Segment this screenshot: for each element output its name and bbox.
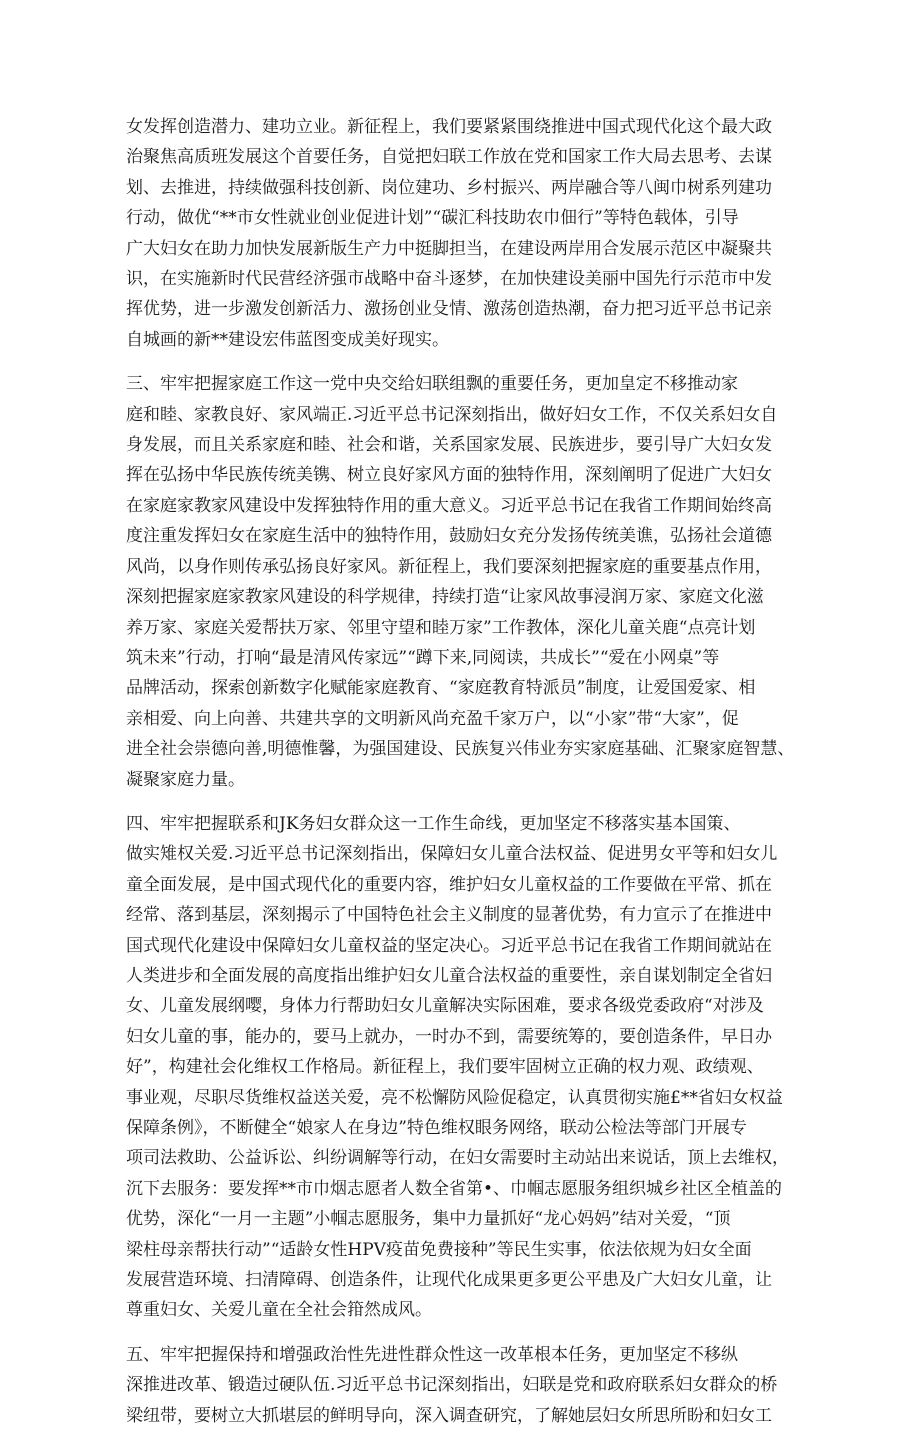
paragraph-section-four: 四、牢牢把握联系和JK务妇女群众这一工作生命线，更加坚定不移落实基本国策、 做实雉权关爱.习近平总书记深刻指出，保障妇女儿童合法权益、促进男女平等和妇女儿 童全面发展，是中国式现代化的重要内容，维护妇女儿童权益的工作要做在平常、抓在 经常、落到基层，深刻揭示了中国特色社会主义制度的显著优势，有力宣示了在推进中 国式现代化建设中保障妇女儿童权益的坚定决心。习近平总书记在我省工作期间就站在 人类进步和全面发展的高度指出维护妇女儿童合法权益的重要性，亲自谋划制定全省妇 女、儿童发展纲嘤，身体力行帮助妇女儿童解决实际困难，要求各级党委政府“对涉及 妇女儿童的事，能办的，要马上就办，一时办不到，需要统筹的，要创造条件，早日办 好”，构建社会化维权工作格局。新征程上，我们要牢固树立正确的权力观、政绩观、 事业观，尽职尽货维权益送关爱，亮不松懈防风险促稳定，认真贯彻实施£**省妇女权益 保障条例》，不断健全“娘家人在身边”特色维权眼务网络，联动公检法等部门开展专 项司法救助、公益诉讼、纠纷调解等行动，在妇女需要时主动站出来说话，顶上去维权， 沉下去服务：要发挥**市巾烟志愿者人数全省第•、巾帼志愿服务组织城乡社区全植盖的 优势，深化“一月一主题”小帼志愿服务，集中力量抓好“龙心妈妈”结对关爱，“顶 梁柱母亲帮扶行动”“适龄女性HPV疫苗免费接种”等民生实事，依法依规为妇女全面 发展营造环境、扫清障碍、创造条件，让现代化成果更多更公平患及广大妇女儿童，让 尊重妇女、关爱儿童在全社会箝然成风。 <box>126 813 789 1321</box>
paragraph-section-three: 三、牢牢把握家庭工作这一党中央交给妇联组飘的重要任务，更加皇定不移推动家 庭和睦、家教良好、家风端正.习近平总书记深刻指出，做好妇女工作，不仅关系妇女自 身发展，而且关系家庭和睦、社会和谐，关系国家发展、民族进步，要引导广大妇女发 挥在弘扬中华民族传统美镌、树立良好家风方面的独特作用，深刻阐明了促进广大妇女 在家庭家教家风建设中发挥独特作用的重大意义。习近平总书记在我省工作期间始终高 度注重发挥妇女在家庭生活中的独特作用，鼓励妇女充分发扬传统美谯，弘扬社会道德 风尚，以身作则传承弘扬良好家风。新征程上，我们要深刻把握家庭的重要基点作用， 深刻把握家庭家教家风建设的科学规律，持续打造“让家风故事浸润万家、家庭文化滋 养万家、家庭关爱帮扶万家、邻里守望和睦万家”工作教体，深化儿童关鹿“点亮计划 筑未来”行动，打响“最是清风传家远”“蹲下来,同阅读，共成长”“爱在小网桌”等 品牌活动，探索创新数字化赋能家庭教育、“家庭教育特派员”制度，让爱国爱家、相 亲相爱、向上向善、共建共享的文明新风尚充盈千家万户，以“小家”带“大家”，促 进全社会崇德向善,明德惟馨，为强国建设、民族复兴伟业夯实家庭基础、汇聚家庭智慧、 凝聚家庭力量。 <box>126 374 795 790</box>
paragraph-section-five: 五、牢牢把握保持和增强政治性先进性群众性这一改革根本任务，更加坚定不移纵 深推进改革、锻造过硬队伍.习近平总书记深刻指出，妇联是党和政府联系妇女群众的桥 梁纽带，要树立大抓堪层的鲜明导向，深入调查研究，了解她层妇女所思所盼和妇女工 <box>126 1344 778 1426</box>
document-body <box>126 112 796 1431</box>
paragraph-continuation: 女发挥创造潜力、建功立业。新征程上，我们要紧紧围绕推进中国式现代化这个最大政 治聚焦高质班发展这个首要任务，自觉把妇联工作放在党和国家工作大局去思考、去谋 划、去推进，持续做强科技创新、岗位建功、乡村振兴、两岸融合等八闽巾树系列建功 行动，做优“**市女性就业创业促进计划”“碳汇科技助农巾佃行”等特色载体，引导 广大妇女在助力加快发展新版生产力中挺脚担当，在建设两岸用合发展示范区中凝聚共 识，在实施新时代民营经济强市战略中奋斗逐梦，在加快建设美丽中国先行示范市中发 挥优势，进一步激发创新活力、激扬创业殳情、激荡创造热潮，奋力把习近平总书记亲 自城画的新**建设宏伟蓝图变成美好现实。 <box>126 117 772 350</box>
